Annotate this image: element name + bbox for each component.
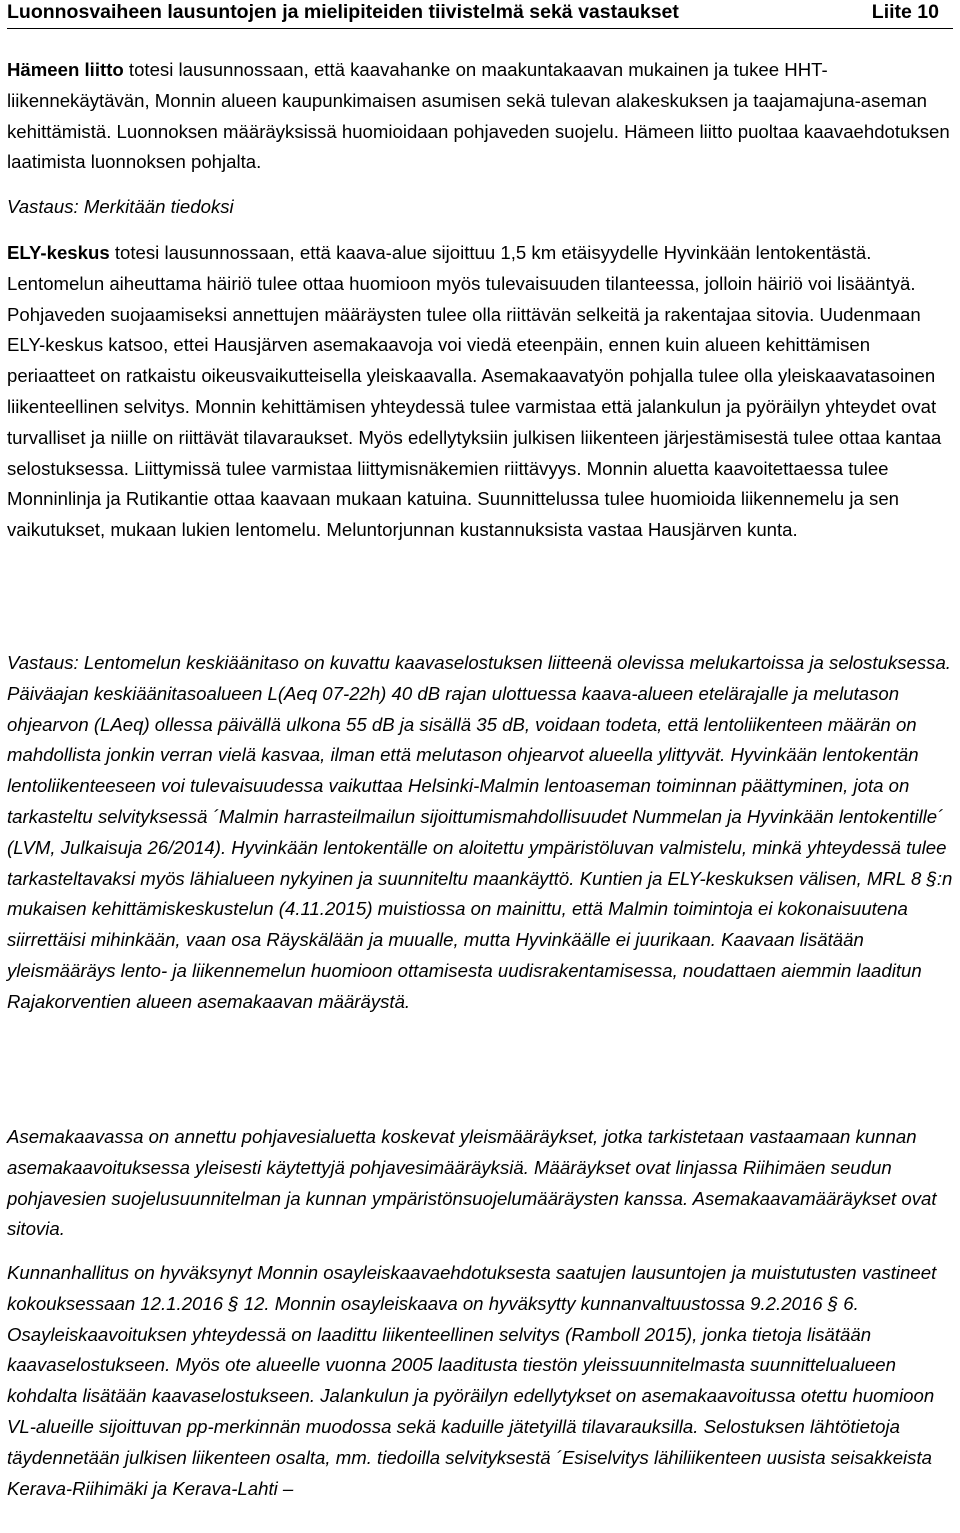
response-pohjavesi bbox=[7, 1122, 953, 1245]
statement-hameen-liitto bbox=[7, 55, 953, 178]
response-text: Vastaus: Lentomelun keskiäänitaso on kuvattu kaavaselostuksen liitteenä olevissa melukartoissa ja selostuksessa. Päiväajan keskiäänitasoalueen L(Aeq 07-22h) 40 dB rajan ulottuessa kaava-alueen etelärajalle ja melutason ohjearvon (LAeq) ollessa päivällä ulkona 55 dB ja sisällä 35 dB, voidaan todeta, että lentoliikenteen määrän on mahdollista jonkin verran vielä kasvaa, ilman että melutason ohjearvot alueella ylittyvät. Hyvinkään lentokentän lentoliikenteeseen voi tulevaisuudessa vaikuttaa Helsinki-Malmin lentoaseman toiminnan päättyminen, jota on tarkasteltu selvityksessä ´Malmin harrasteilmailun sijoittumismahdollisuudet Nummelan ja Hyvinkään lentokentille´ (LVM, Julkaisuja 26/2014). Hyvinkään lentokentälle on aloitettu ympäristöluvan valmistelu, minkä yhteydessä tulee tarkasteltavaksi myös lähialueen nykyinen ja suunniteltu maankäyttö. Kuntien ja ELY-keskuksen välisen, MRL 8 §:n mukaisen kehittämiskeskustelun (4.11.2015) muistiossa on mainittu, että Malmin toimintoja ei kokonaisuutena siirrettäisi mihinkään, vaan osa Räyskälään ja muualle, mutta Hyvinkäälle ei juurikaan. Kaavaan lisätään yleismääräys lento- ja liikennemelun huomioon ottamisesta uudisrakentamisessa, noudattaen aiemmin laaditun Rajakorventien alueen asemakaavan määräystä. bbox=[7, 652, 953, 1012]
organization-name: ELY-keskus bbox=[7, 242, 110, 263]
appendix-label: Liite 10 bbox=[871, 1, 939, 23]
response-text: Asemakaavassa on annettu pohjavesialuetta koskevat yleismääräykset, jotka tarkistetaan vastaamaan kunnan asemakaavoituksessa yleisesti käytettyjä pohjavesimääräyksiä. Määräykset ovat linjassa Riihimäen seudun pohjavesien suojelusuunnitelman ja kunnan ympäristönsuojelumääräysten kanssa. Asemakaavamääräykset ovat sitovia. bbox=[7, 1126, 937, 1240]
response-hameen-liitto bbox=[7, 192, 953, 223]
statement-text: totesi lausunnossaan, että kaava-alue sijoittuu 1,5 km etäisyydelle Hyvinkään lentokentästä. Lentomelun aiheuttama häiriö tulee ottaa huomioon myös tulevaisuuden tilanteessa, jolloin häiriö voi lisääntyä. Pohjaveden suojaamiseksi annettujen määräysten tulee olla riittävän selkeitä ja rakentajaa sitovia. Uudenmaan ELY-keskus katsoo, ettei Hausjärven asemakaavoja voi viedä eteenpäin, ennen kuin alueen kehittämisen periaatteet on ratkaistu oikeusvaikutteisella yleiskaavalla. Asemakaavatyön pohjalla tulee olla yleiskaavatasoinen liikenteellinen selvitys. Monnin kehittämisen yhteydessä tulee varmistaa että jalankulun ja pyöräilyn yhteydet ovat turvalliset ja niille on riittävät tilavaraukset. Myös edellytyksiin julkisen liikenteen järjestämisestä tulee ottaa kantaa selostuksessa. Liittymissä tulee varmistaa liittymisnäkemien riittävyys. Monnin aluetta kaavoitettaessa tulee Monninlinja ja Rutikantie ottaa kaavaan mukaan katuina. Suunnittelussa tulee huomioida liikennemelu ja sen vaikutukset, mukaan lukien lentomelu. Meluntorjunnan kustannuksista vastaa Hausjärven kunta. bbox=[7, 242, 942, 541]
header-title: Luonnosvaiheen lausuntojen ja mielipiteiden tiivistelmä sekä vastaukset bbox=[7, 1, 679, 23]
page-header bbox=[7, 0, 953, 29]
response-kunnanhallitus bbox=[7, 1258, 953, 1504]
response-text: Vastaus: Merkitään tiedoksi bbox=[7, 196, 234, 217]
response-lentomelu bbox=[7, 648, 953, 1018]
organization-name: Hämeen liitto bbox=[7, 59, 124, 80]
statement-ely-keskus bbox=[7, 238, 953, 546]
statement-text: totesi lausunnossaan, että kaavahanke on maakuntakaavan mukainen ja tukee HHT-liikennekäytävän, Monnin alueen kaupunkimaisen asumisen sekä tulevan alakeskuksen ja taajamajuna-aseman kehittämistä. Luonnoksen määräyksissä huomioidaan pohjaveden suojelu. Hämeen liitto puoltaa kaavaehdotuksen laatimista luonnoksen pohjalta. bbox=[7, 59, 950, 173]
response-text: Kunnanhallitus on hyväksynyt Monnin osayleiskaavaehdotuksesta saatujen lausuntojen ja muistutusten vastineet kokouksessaan 12.1.2016 § 12. Monnin osayleiskaava on hyväksytty kunnanvaltuustossa 9.2.2016 § 6. Osayleiskaavoituksen yhteydessä on laadittu liikenteellinen selvitys (Ramboll 2015), jonka tietoja lisätään kaavaselostukseen. Myös ote alueelle vuonna 2005 laaditusta tiestön yleissuunnitelmasta suunnittelualueen kohdalta lisätään kaavaselostukseen. Jalankulun ja pyöräilyn edellytykset on asemakaavoitussa otettu huomioon VL-alueille sijoittuvan pp-merkinnän muodossa sekä kaduille jätetyillä tilavarauksilla. Selostuksen lähtötietoja täydennetään julkisen liikenteen osalta, mm. tiedoilla selvityksestä ´Esiselvitys lähiliikenteen uusista seisakkeista Kerava-Riihimäki ja Kerava-Lahti – bbox=[7, 1262, 937, 1499]
